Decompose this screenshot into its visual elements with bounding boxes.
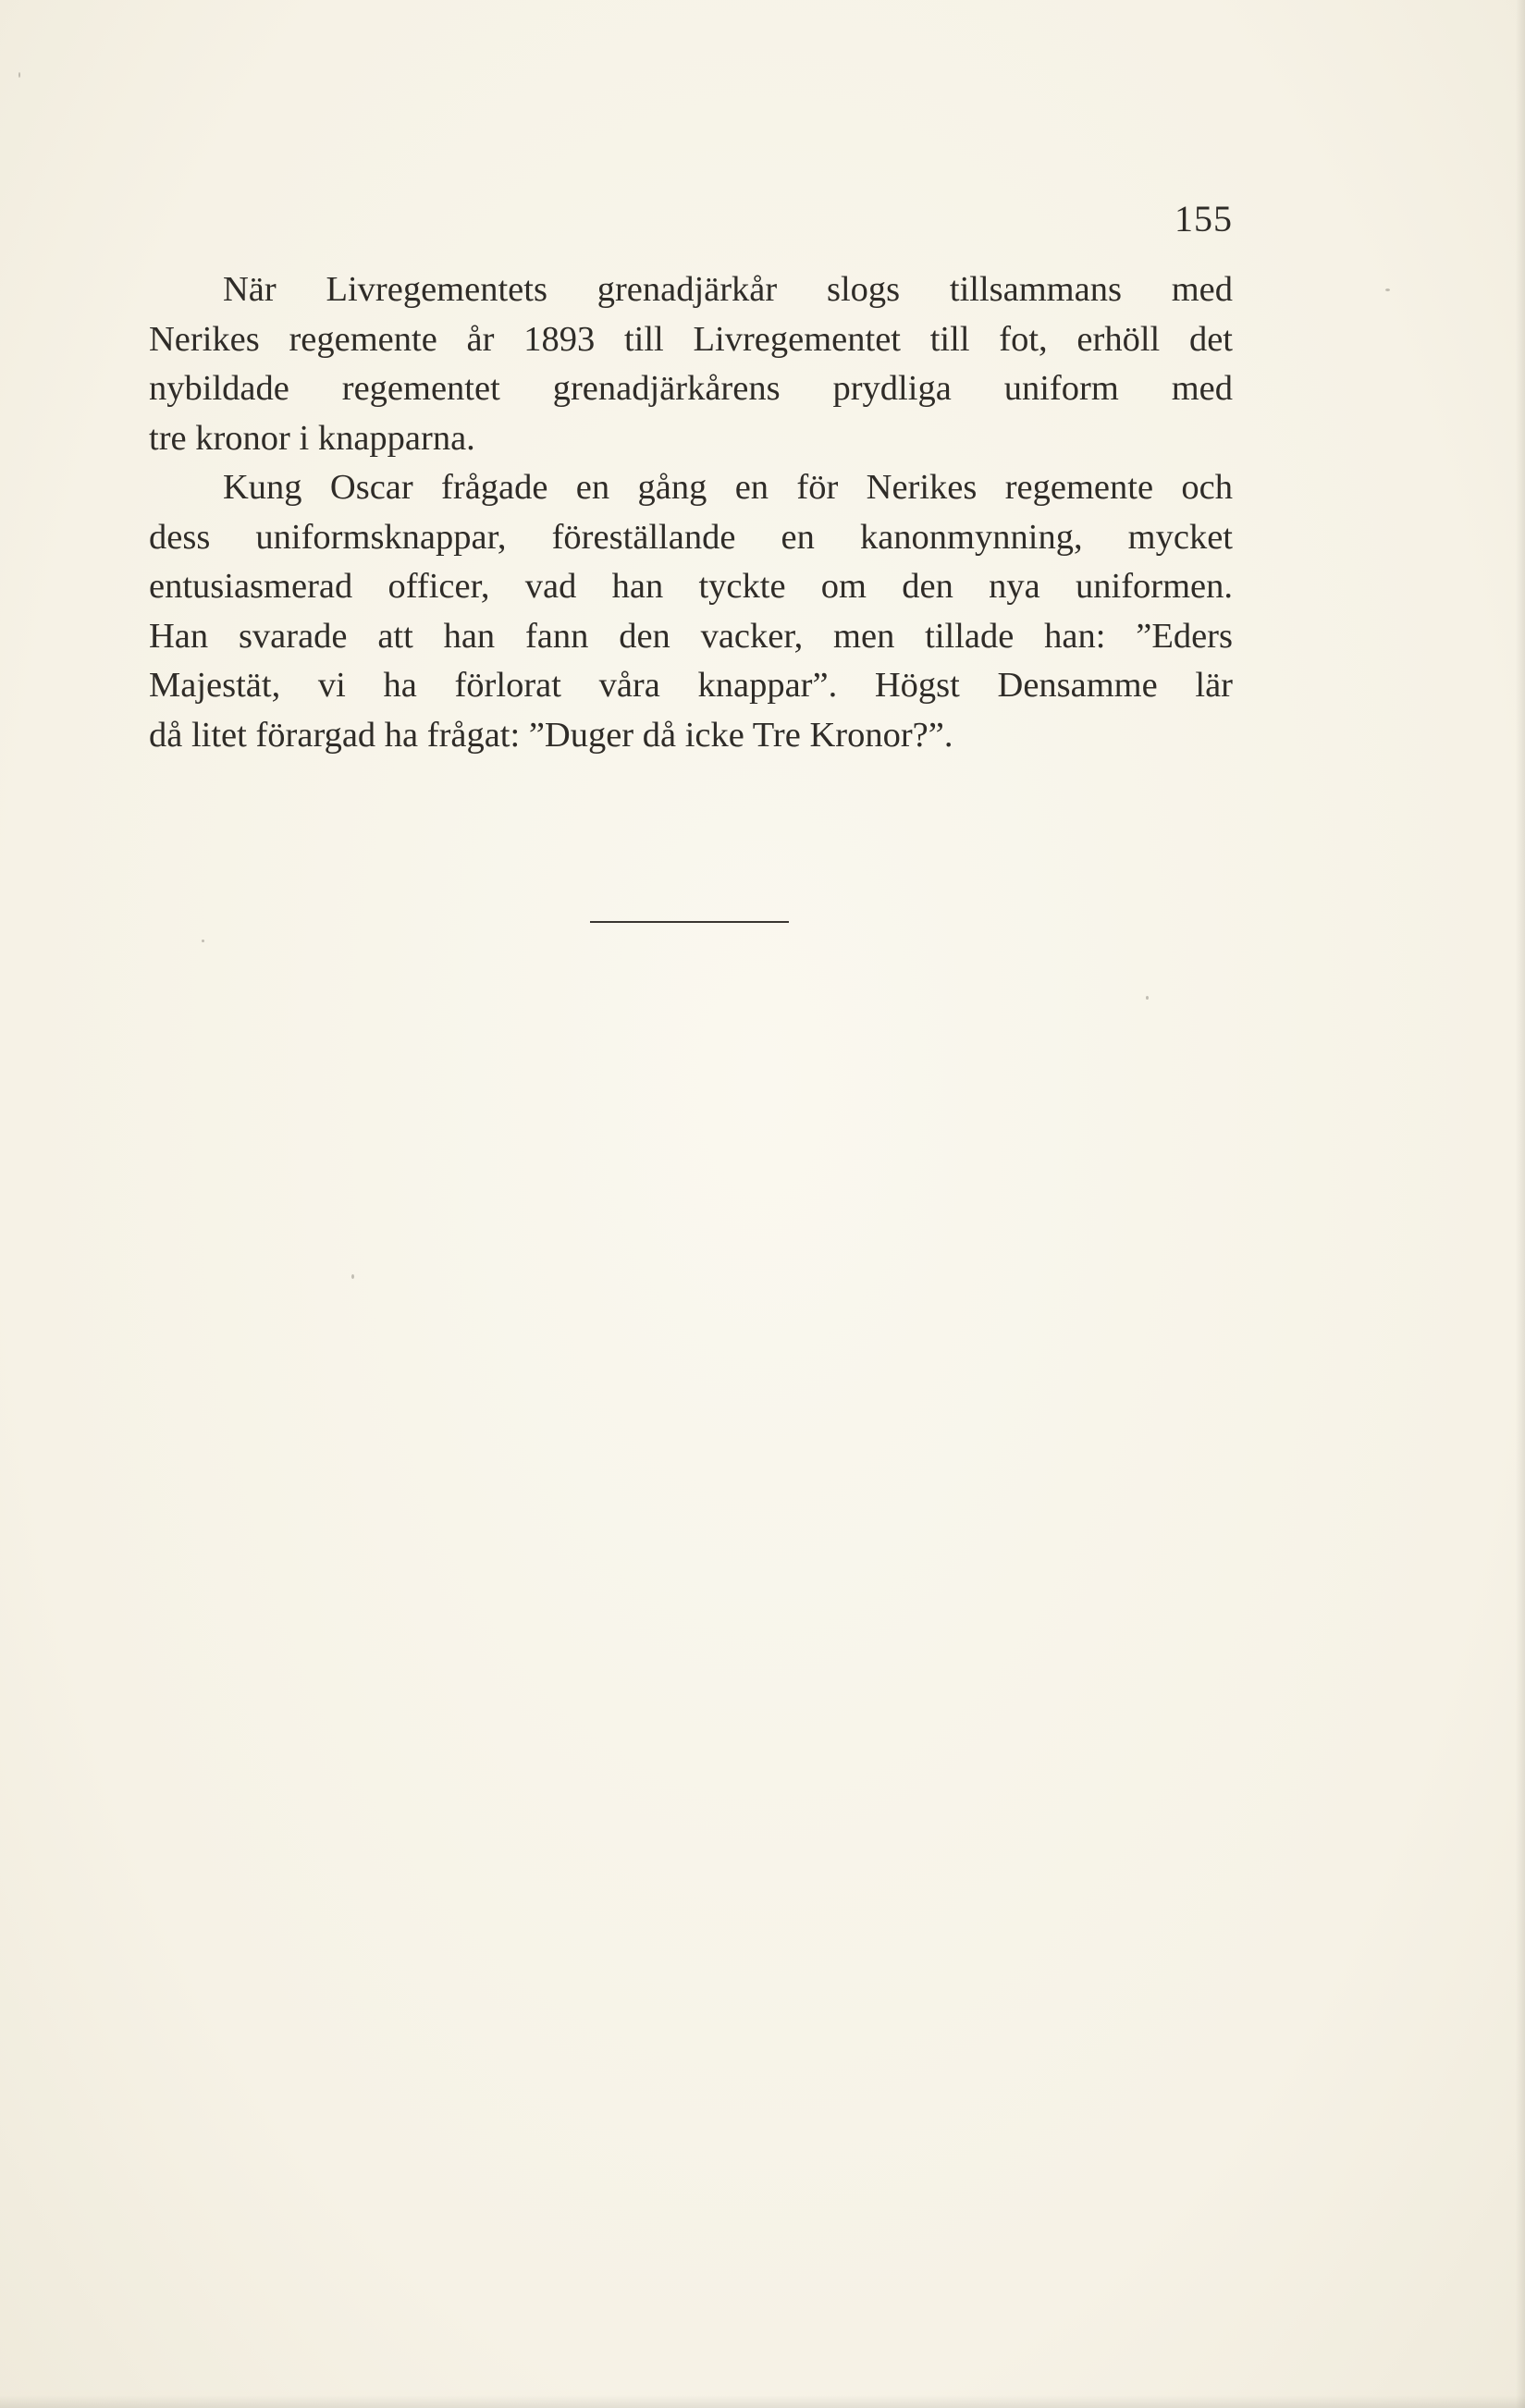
text-line: Majestät, vi ha förlorat våra knappar”. Högst Densamme lär	[149, 666, 1233, 705]
text-line: dess uniformsknappar, föreställande en kanonmynning, mycket	[149, 517, 1233, 557]
text-line: tre kronor i knapparna.	[149, 418, 475, 458]
body-text	[149, 265, 1233, 760]
paper-speck	[202, 940, 204, 942]
text-line: nybildade regementet grenadjärkårens prydliga uniform med	[149, 369, 1233, 408]
paper-speck	[351, 1274, 354, 1279]
text-line: Kung Oscar frågade en gång en för Nerikes regemente och	[223, 468, 1233, 507]
paragraph-2	[149, 463, 1233, 760]
paper-speck	[18, 72, 20, 78]
text-line: Nerikes regemente år 1893 till Livregementet till fot, erhöll det	[149, 319, 1233, 359]
text-line: Han svarade att han fann den vacker, men tillade han: ”Eders	[149, 616, 1233, 656]
section-divider-rule	[590, 921, 789, 923]
text-line: När Livregementets grenadjärkår slogs tillsammans med	[223, 270, 1233, 309]
page-number: 155	[1174, 198, 1233, 240]
page-edge-shadow-right	[1516, 0, 1525, 2408]
text-line: entusiasmerad officer, vad han tyckte om den nya uniformen.	[149, 567, 1233, 606]
paragraph-1	[149, 265, 1233, 463]
paper-speck	[1146, 996, 1149, 1000]
page-edge-shadow-bottom	[0, 2395, 1525, 2408]
paper-speck	[1385, 289, 1390, 291]
text-line: då litet förargad ha frågat: ”Duger då icke Tre Kronor?”.	[149, 715, 953, 755]
